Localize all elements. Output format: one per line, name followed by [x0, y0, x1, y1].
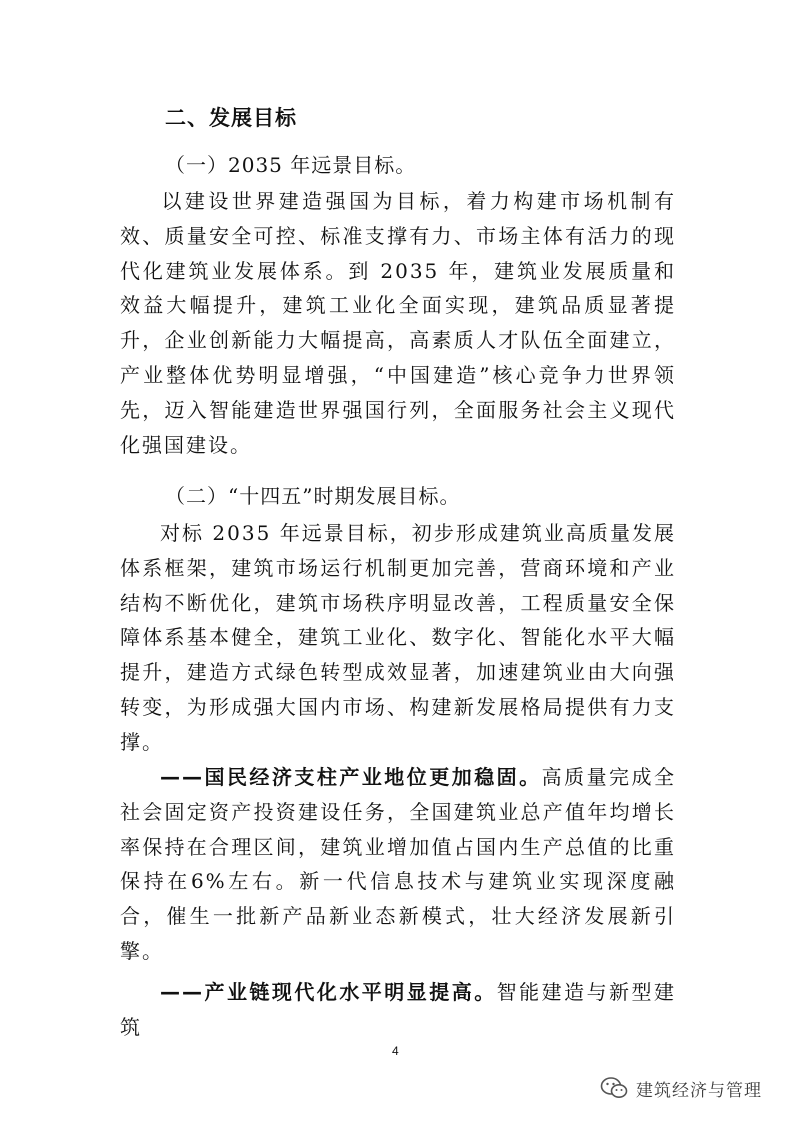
- goal-2-paragraph: [120, 975, 676, 1045]
- watermark: [600, 1073, 762, 1103]
- subsection-2-paragraph: [120, 516, 676, 760]
- subsection-2-heading: （二）“十四五”时期发展目标。: [165, 484, 461, 508]
- watermark-text: 建筑经济与管理: [636, 1080, 762, 1101]
- subsection-1-paragraph: [120, 184, 676, 462]
- goal-1-lead: ——国民经济支柱产业地位更加稳固。: [160, 765, 542, 789]
- section-heading: 二、发展目标: [165, 106, 297, 130]
- goal-1-paragraph: [120, 760, 676, 969]
- goal-2-text: 智能建造与新型建筑: [120, 980, 677, 1039]
- subsection-1-text: 以建设世界建造强国为目标，着力构建市场机制有效、质量安全可控、标准支撑有力、市场主体有活力的现代化建筑业发展体系。到 2035 年，建筑业发展质量和效益大幅提升，建筑工业化全面实现，建筑品质显著提升，企业创新能力大幅提高，高素质人才队伍全面建立，产业整体优势明显增强，“中国建造”核心竞争力世界领先，迈入智能建造世界强国行列，全面服务社会主义现代化强国建设。: [120, 189, 676, 457]
- page-number: 4: [392, 1044, 399, 1058]
- wechat-icon: [600, 1076, 628, 1100]
- goal-2-lead: ——产业链现代化水平明显提高。: [160, 980, 497, 1004]
- goal-1-text: 高质量完成全社会固定资产投资建设任务，全国建筑业总产值年均增长率保持在合理区间，建筑业增加值占国内生产总值的比重保持在6%左右。新一代信息技术与建筑业实现深度融合，催生一批新产品新业态新模式，壮大经济发展新引擎。: [120, 765, 677, 963]
- subsection-1-heading: （一）2035 年远景目标。: [165, 153, 417, 177]
- subsection-2-text: 对标 2035 年远景目标，初步形成建筑业高质量发展体系框架，建筑市场运行机制更加完善，营商环境和产业结构不断优化，建筑市场秩序明显改善，工程质量安全保障体系基本健全，建筑工业化、数字化、智能化水平大幅提升，建造方式绿色转型成效显著，加速建筑业由大向强转变，为形成强大国内市场、构建新发展格局提供有力支撑。: [120, 521, 676, 754]
